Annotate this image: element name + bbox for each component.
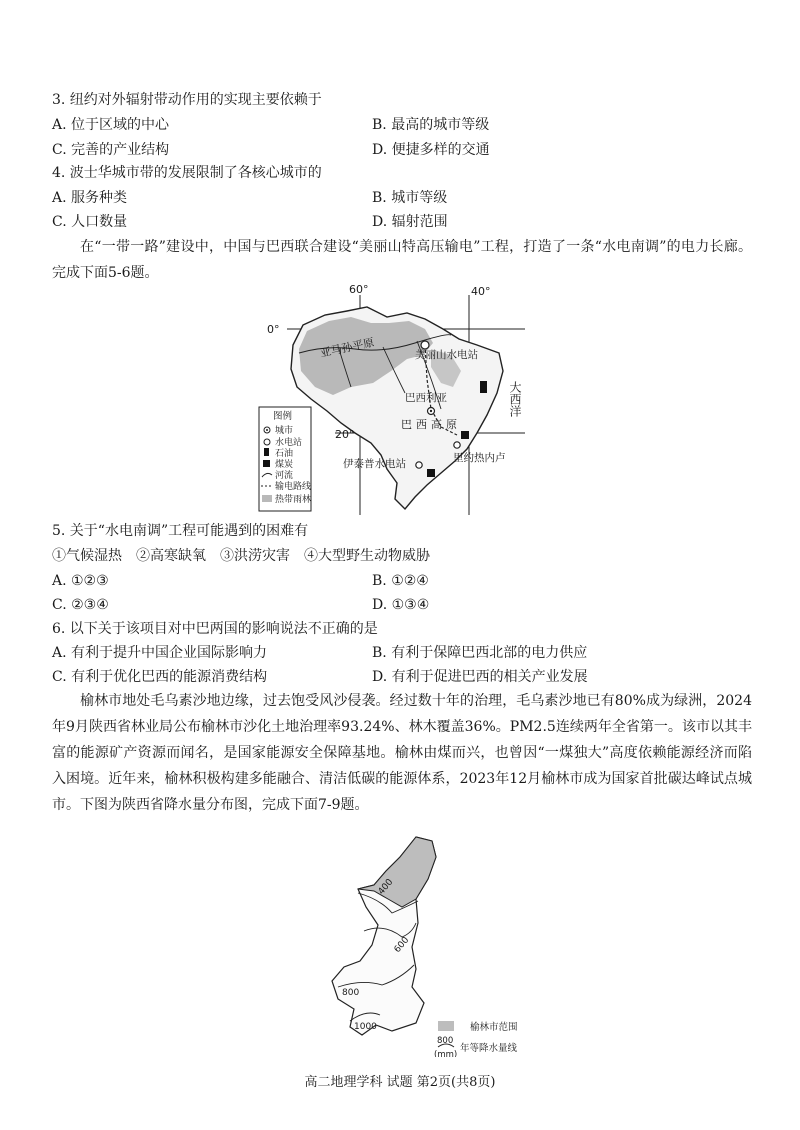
- svg-text:河流: 河流: [275, 471, 294, 481]
- q3-option-b: B. 最高的城市等级: [372, 117, 490, 133]
- rio-coal-marker: [461, 431, 469, 439]
- q5-stem: 5. 关于“水电南调”工程可能遇到的困难有: [52, 523, 309, 539]
- brazil-map: [255, 283, 545, 515]
- q5-items: ①气候湿热 ②高寒缺氧 ③洪涝灾害 ④大型野生动物威胁: [52, 548, 430, 564]
- svg-text:热带雨林: 热带雨林: [275, 495, 312, 505]
- oil-marker: [480, 381, 487, 393]
- shaanxi-map: [320, 835, 560, 1057]
- q5-option-a: A. ①②③: [52, 573, 109, 589]
- coal-marker-south: [427, 469, 435, 477]
- q6-option-d: D. 有利于促进巴西的相关产业发展: [372, 669, 588, 685]
- q3-stem: 3. 纽约对外辐射带动作用的实现主要依赖于: [52, 92, 322, 108]
- svg-text:800: 800: [437, 1036, 454, 1046]
- svg-text:图例: 图例: [273, 411, 293, 422]
- svg-text:输电路线: 输电路线: [275, 482, 312, 492]
- q3-option-d: D. 便捷多样的交通: [372, 142, 490, 158]
- svg-text:水电站: 水电站: [275, 438, 303, 448]
- label-amazon: 亚马孙平原: [318, 335, 376, 360]
- label-lat-0: 0°: [267, 323, 280, 336]
- brazil-map-legend: [259, 407, 311, 511]
- q4-option-c: C. 人口数量: [52, 214, 128, 230]
- rio-city-marker: [454, 442, 460, 448]
- label-ocean: 大西洋: [508, 381, 522, 417]
- label-lon-40: 40°: [471, 285, 491, 298]
- q6-option-c: C. 有利于优化巴西的能源消费结构: [52, 669, 268, 685]
- q3-option-a: A. 位于区域的中心: [52, 117, 170, 133]
- label-highland: 巴西高原: [401, 418, 461, 431]
- label-iso-600: 600: [392, 935, 412, 955]
- label-belo-monte: 美丽山水电站: [415, 349, 478, 361]
- svg-text:石油: 石油: [275, 449, 294, 459]
- label-itaipu: 伊泰普水电站: [343, 458, 406, 470]
- svg-text:(mm): (mm): [434, 1050, 458, 1057]
- svg-text:榆林市范围: 榆林市范围: [470, 1022, 518, 1033]
- svg-text:煤炭: 煤炭: [275, 460, 294, 470]
- q4-option-b: B. 城市等级: [372, 190, 448, 206]
- label-lat-20: 20°: [335, 428, 355, 441]
- page-footer: 高二地理学科 试题 第2页(共8页): [304, 1075, 496, 1090]
- q3-option-c: C. 完善的产业结构: [52, 142, 170, 158]
- q4-stem: 4. 波士华城市带的发展限制了各核心城市的: [52, 165, 322, 181]
- label-iso-800: 800: [342, 988, 360, 998]
- q5-option-c: C. ②③④: [52, 597, 109, 613]
- label-brasilia: 巴西利亚: [405, 392, 447, 404]
- label-lon-60: 60°: [349, 283, 369, 296]
- itaipu-hydro-marker: [416, 462, 422, 468]
- q6-option-a: A. 有利于提升中国企业国际影响力: [52, 645, 268, 661]
- q4-option-a: A. 服务种类: [52, 190, 128, 206]
- q4-option-d: D. 辐射范围: [372, 214, 448, 230]
- label-rio: 里约热内卢: [453, 452, 506, 464]
- q5-option-d: D. ①③④: [372, 597, 430, 613]
- intro-7-9: 榆林市地处毛乌素沙地边缘，过去饱受风沙侵袭。经过数十年的治理，毛乌素沙地已有80%成为绿洲，2024年9月陕西省林业局公布榆林市沙化土地治理率93.24%、林木覆盖36%。PM2.5连续两年全省第一。该市以其丰富的能源矿产资源而闻名，是国家能源安全保障基地。榆林由煤而兴，也曾因“一煤独大”高度依赖能源经济而陷入困境。近年来，榆林积极构建多能融合、清洁低碳的能源体系，2023年12月榆林市成为国家首批碳达峰试点城市。下图为陕西省降水量分布图，完成下面7-9题。: [52, 693, 752, 813]
- svg-text:年等降水量线: 年等降水量线: [460, 1043, 518, 1054]
- intro-5-6: 在“一带一路”建设中，中国与巴西联合建设“美丽山特高压输电”工程，打造了一条“水电南调”的电力长廊。完成下面5-6题。: [52, 239, 752, 281]
- q6-stem: 6. 以下关于该项目对中巴两国的影响说法不正确的是: [52, 621, 378, 637]
- svg-text:城市: 城市: [275, 426, 294, 436]
- belo-monte-hydro-marker: [421, 341, 429, 349]
- shaanxi-map-legend: [434, 1021, 518, 1057]
- q6-option-b: B. 有利于保障巴西北部的电力供应: [372, 645, 588, 661]
- q5-option-b: B. ①②④: [372, 573, 429, 589]
- label-iso-400: 400: [376, 877, 396, 897]
- label-iso-1000: 1000: [354, 1022, 377, 1032]
